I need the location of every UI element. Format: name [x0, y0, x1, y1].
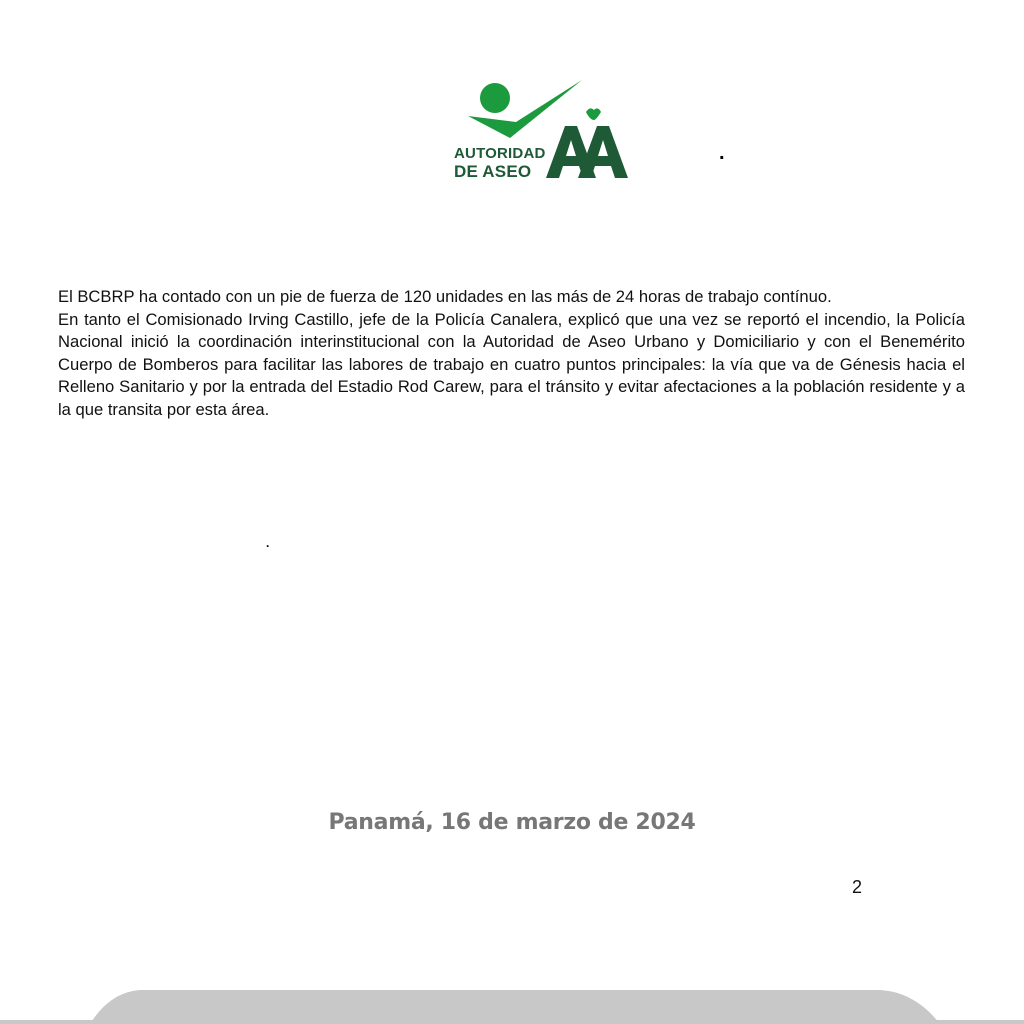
body-paragraph-1: El BCBRP ha contado con un pie de fuerza de 120 unidades en las más de 24 horas de trabajo contínuo.	[58, 287, 832, 306]
body-stray-dot: .	[266, 536, 270, 550]
header-stray-dot: .	[719, 142, 725, 164]
document-date: Panamá, 16 de marzo de 2024	[328, 810, 696, 835]
autoridad-de-aseo-logo	[450, 76, 640, 186]
logo-line-1: AUTORIDAD	[454, 145, 546, 162]
body-text	[58, 286, 965, 422]
body-paragraph-2: En tanto el Comisionado Irving Castillo, jefe de la Policía Canalera, explicó que una vez se reportó el incendio, la Policía Nacional inició la coordinación interinstitucional con la Autoridad de Aseo Urbano y Domiciliario y con el Benemérito Cuerpo de Bomberos para facilitar las labores de trabajo en cuatro puntos principales: la vía que va de Génesis hacia el Relleno Sanitario y por la entrada del Estadio Rod Carew, para el tránsito y evitar afectaciones a la población residente y a la que transita por esta área.	[58, 309, 965, 419]
logo-line-2: DE ASEO	[454, 162, 532, 181]
page-number: 2	[852, 877, 863, 897]
footer-decorative-bar	[0, 988, 1024, 1024]
